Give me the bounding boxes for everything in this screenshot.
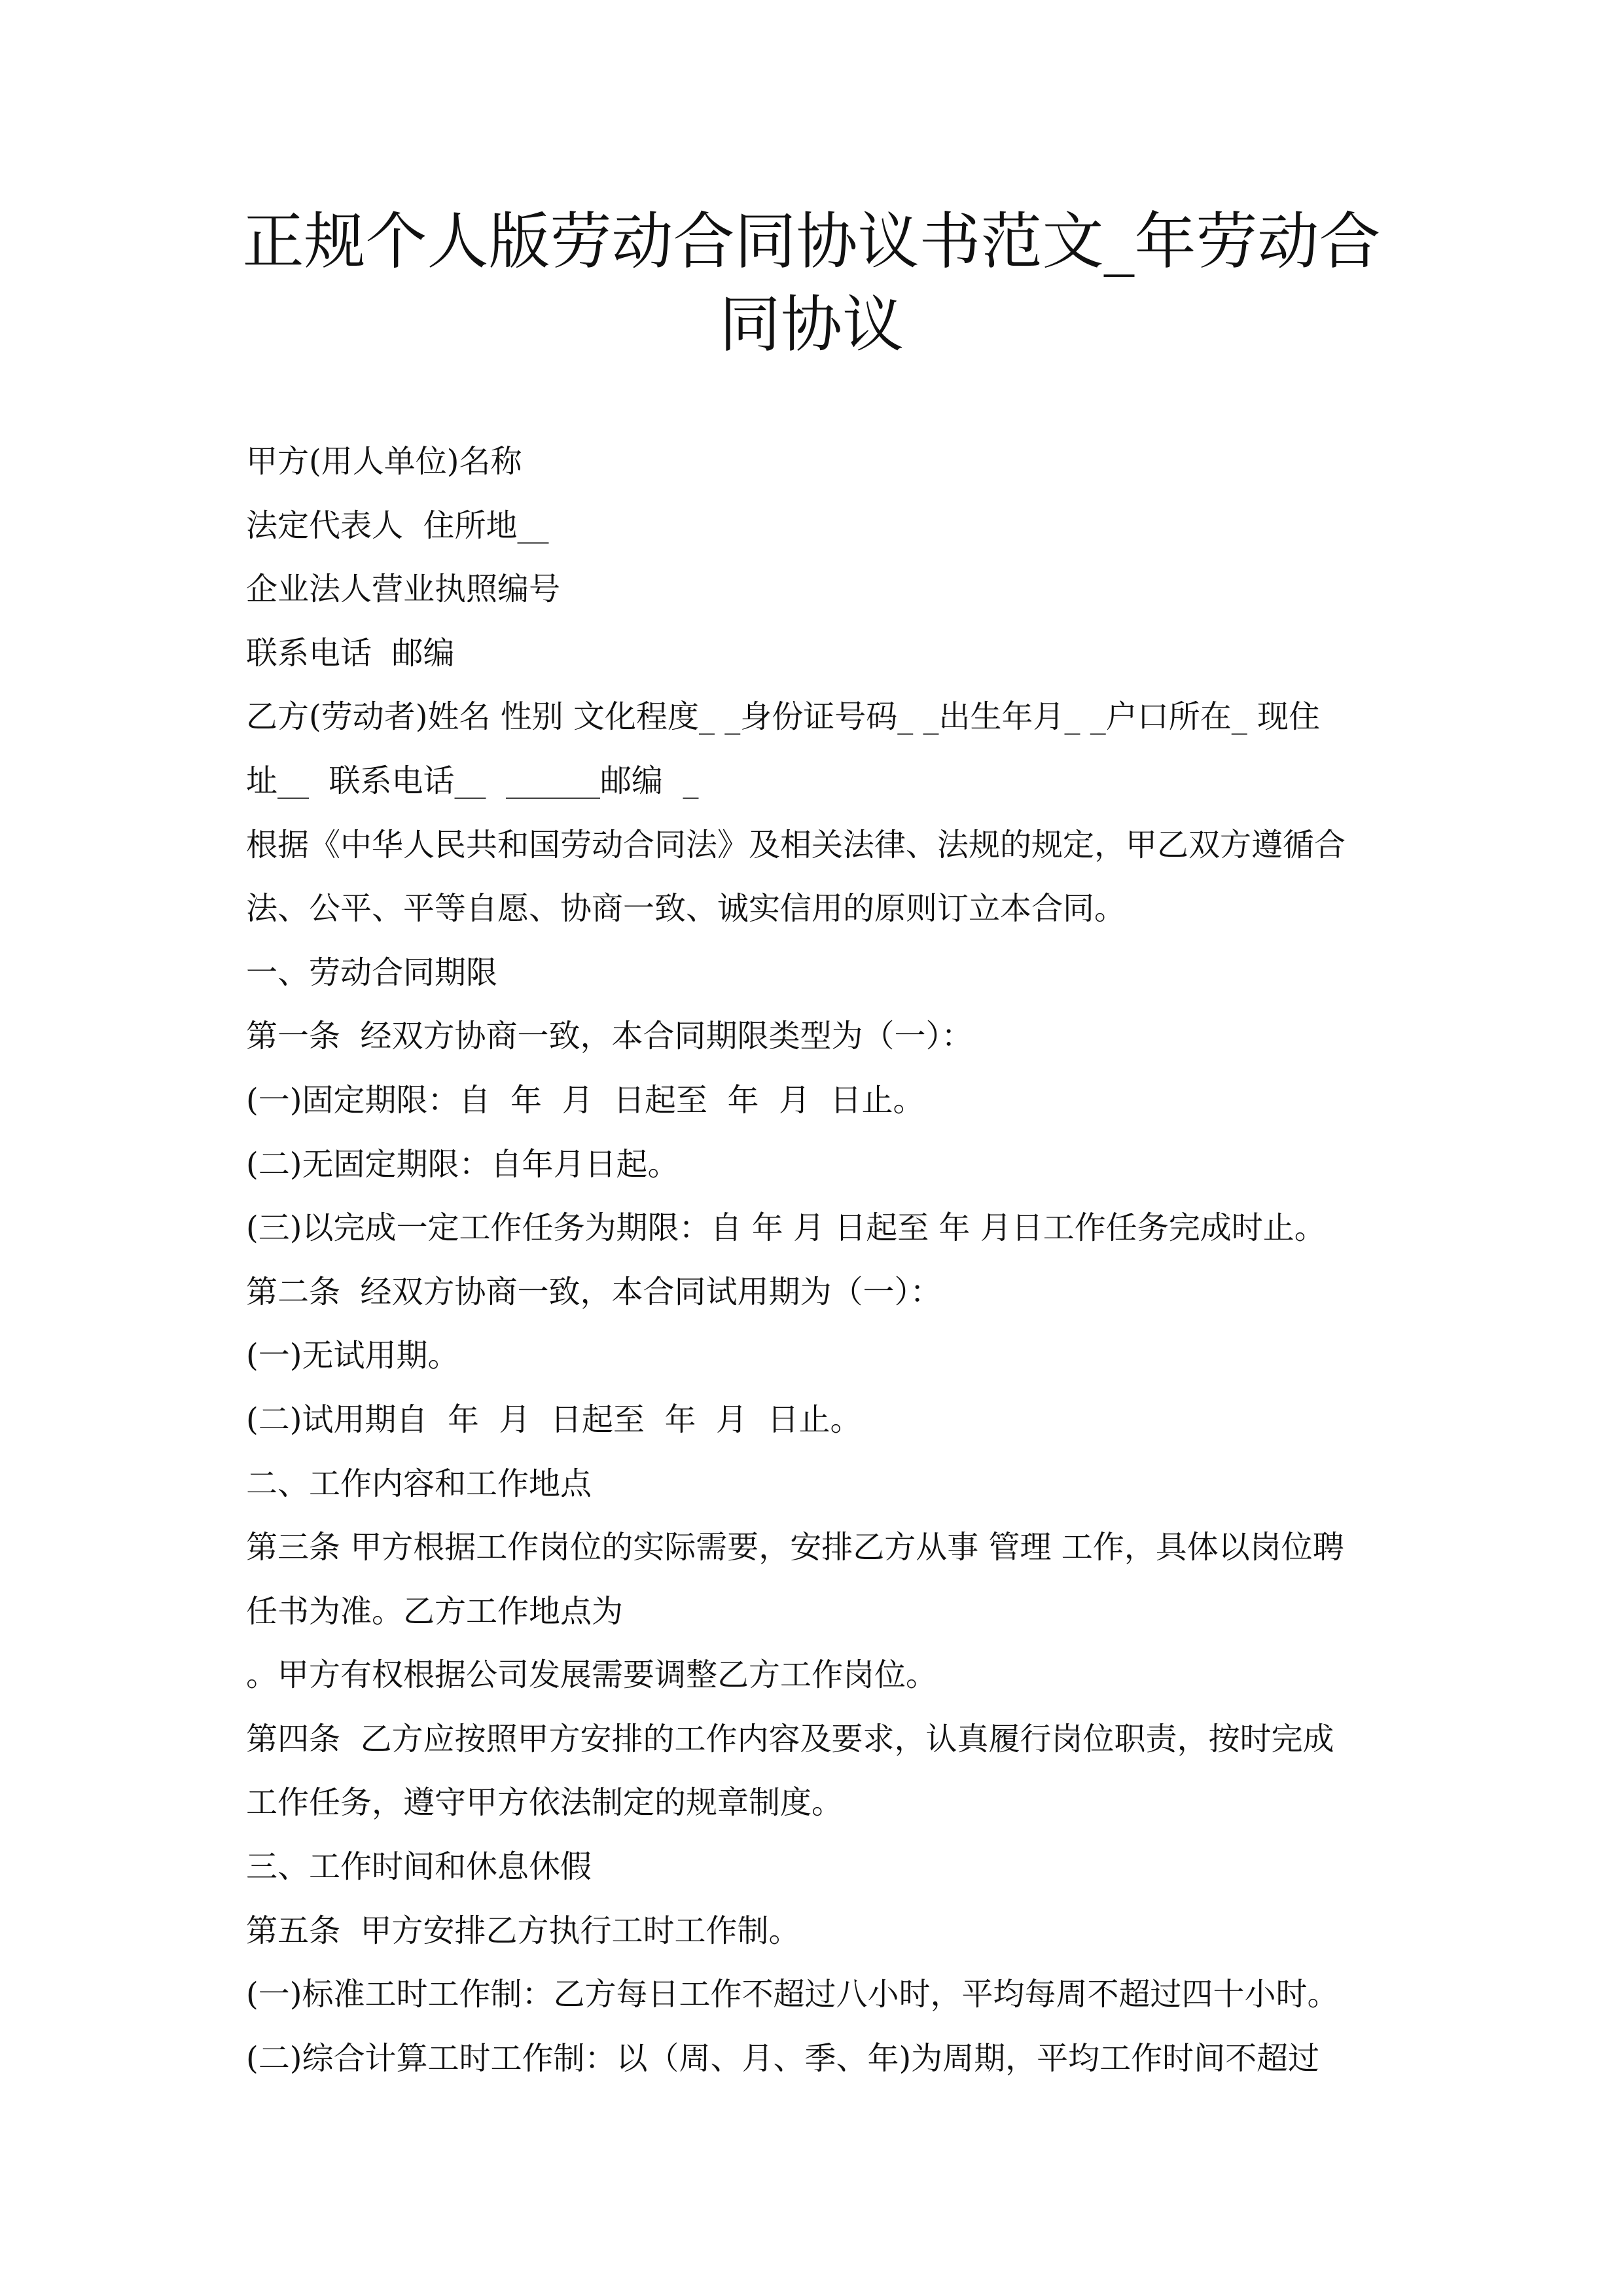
text-line: 第四条 乙方应按照甲方安排的工作内容及要求，认真履行岗位职责，按时完成 xyxy=(246,1720,1334,1757)
text-line: 一、劳动合同期限 xyxy=(246,954,498,991)
text-line: (二)无固定期限：自年月日起。 xyxy=(246,1145,679,1183)
text-line: 第二条 经双方协商一致，本合同试用期为（一）： xyxy=(246,1273,942,1310)
text-line: 法、公平、平等自愿、协商一致、诚实信用的原则订立本合同。 xyxy=(246,890,1126,927)
text-line: 根据《中华人民共和国劳动合同法》及相关法律、法规的规定，甲乙双方遵循合 xyxy=(246,826,1346,863)
text-line: 第三条 甲方根据工作岗位的实际需要，安排乙方从事 管理 工作，具体以岗位聘 xyxy=(246,1529,1344,1566)
text-line: 工作任务，遵守甲方依法制定的规章制度。 xyxy=(246,1784,844,1821)
text-line: (一)无试用期。 xyxy=(246,1337,459,1374)
text-line: (二)试用期自 年 月 日起至 年 月 日止。 xyxy=(246,1401,862,1438)
text-line: 。甲方有权根据公司发展需要调整乙方工作岗位。 xyxy=(246,1657,938,1694)
title-line-2: 同协议 xyxy=(719,289,904,361)
text-line: 企业法人营业执照编号 xyxy=(246,571,561,608)
text-line: (三)以完成一定工作任务为期限：自 年 月 日起至 年 月日工作任务完成时止。 xyxy=(246,1210,1326,1247)
text-line: 联系电话 邮编 xyxy=(246,634,455,672)
text-line: 三、工作时间和休息休假 xyxy=(246,1848,592,1886)
text-line: 甲方(用人单位)名称 xyxy=(246,443,522,480)
text-line: 乙方(劳动者)姓名 性别 文化程度_ _身份证号码_ _出生年月_ _户口所在_ 现住 xyxy=(246,698,1321,736)
document-body xyxy=(246,430,1411,2090)
text-line: 第一条 经双方协商一致，本合同期限类型为（一）： xyxy=(246,1018,973,1055)
text-line: 法定代表人 住所地__ xyxy=(246,507,549,544)
text-line: 址__ 联系电话__ ______邮编 _ xyxy=(246,762,699,799)
text-line: 二、工作内容和工作地点 xyxy=(246,1465,592,1502)
text-line: (一)标准工时工作制：乙方每日工作不超过八小时，平均每周不超过四十小时。 xyxy=(246,1976,1339,2013)
text-line: (一)固定期限：自 年 月 日起至 年 月 日止。 xyxy=(246,1081,925,1119)
document-title xyxy=(196,200,1427,367)
text-line: (二)综合计算工时工作制：以（周、月、季、年)为周期，平均工作时间不超过 xyxy=(246,2039,1320,2077)
title-line-1: 正规个人版劳动合同协议书范文_年劳动合 xyxy=(242,206,1381,278)
text-line: 任书为准。乙方工作地点为 xyxy=(246,1592,624,1630)
text-line: 第五条 甲方安排乙方执行工时工作制。 xyxy=(246,1912,800,1949)
